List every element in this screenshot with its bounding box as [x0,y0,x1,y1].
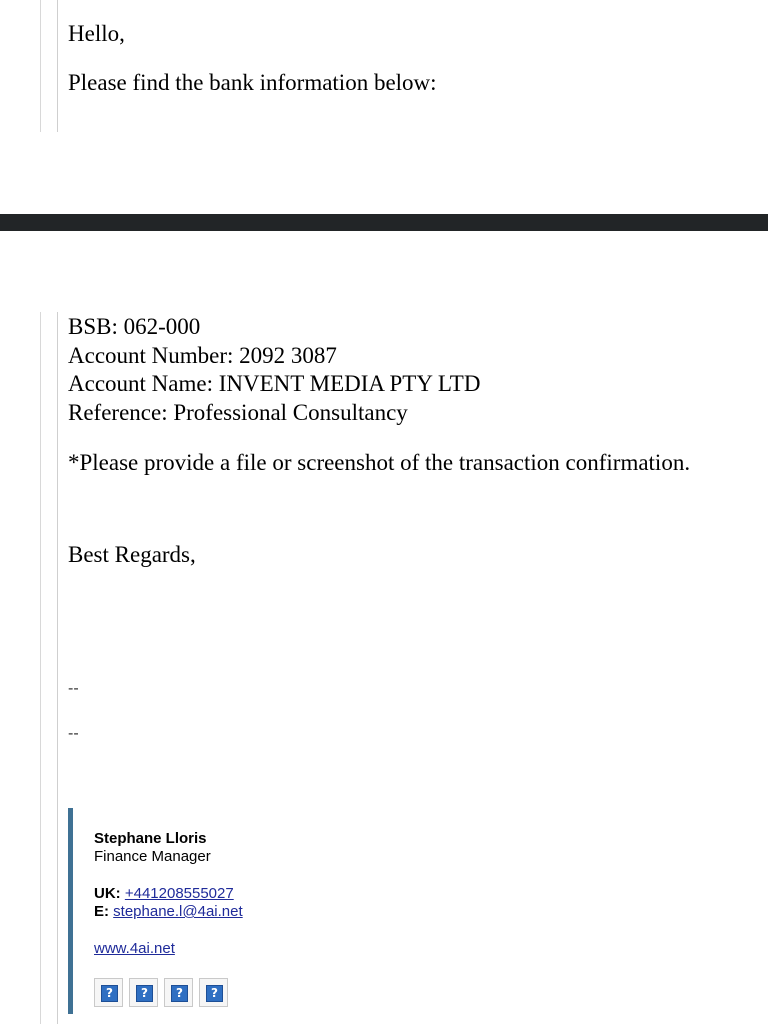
email-signature [94,830,243,958]
signature-accent-bar [68,808,73,1014]
social-link-1[interactable] [94,978,123,1007]
broken-image-icon: ? [101,985,118,1002]
website-link[interactable]: www.4ai.net [94,940,175,957]
quote-bar-inner [57,312,58,1024]
social-link-2[interactable] [129,978,158,1007]
signature-separator: -- [68,680,79,697]
broken-image-icon: ? [206,985,223,1002]
email-label: E: [94,903,109,920]
signature-name: Stephane Lloris [94,830,207,847]
signature-title: Finance Manager [94,848,211,865]
quote-bar-inner [57,0,58,132]
reference-line: Reference: Professional Consultancy [68,399,408,425]
quote-bar-outer [40,0,41,132]
signature-phone-row [94,885,243,903]
email-greeting: Hello, [68,21,125,46]
bsb-line: BSB: 062-000 [68,314,201,339]
phone-label: UK: [94,885,121,902]
quote-bar-outer [40,312,41,1024]
phone-link[interactable]: +441208555027 [124,885,234,902]
bank-details [68,313,480,427]
closing-text: Best Regards, [68,542,196,567]
confirmation-note: *Please provide a file or screenshot of the transaction confirmation. [68,450,691,475]
signature-email-row [94,903,243,921]
broken-image-icon: ? [136,985,153,1002]
email-link[interactable]: stephane.l@4ai.net [113,903,243,920]
broken-image-icon: ? [171,985,188,1002]
social-link-4[interactable] [199,978,228,1007]
social-link-3[interactable] [164,978,193,1007]
account-number-line: Account Number: 2092 3087 [68,342,337,368]
email-intro: Please find the bank information below: [68,70,437,95]
account-name-line: Account Name: INVENT MEDIA PTY LTD [68,371,481,396]
signature-website-row [94,940,243,958]
signature-separator: -- [68,725,79,742]
section-divider [0,214,768,231]
